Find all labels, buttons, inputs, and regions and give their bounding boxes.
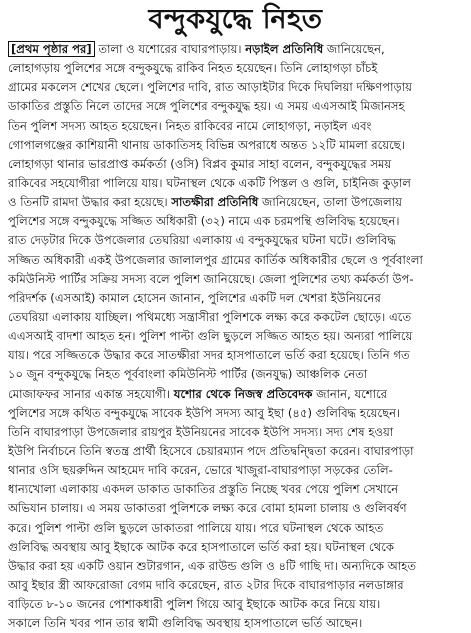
article-body [8, 40, 465, 631]
article-text: পুলিশের সঙ্গে কথিত বন্দুকযুদ্ধে সাবেক ইউপি সদস্য আবু ইছা (৪৫) গুলিবিদ্ধ হয়েছেন। [8, 405, 401, 420]
article-line [8, 423, 465, 442]
article-line [8, 97, 465, 116]
article-text: ও তিনটি রামদা উদ্ধার করা হয়েছে। [8, 195, 172, 210]
article-line [8, 212, 465, 231]
article-line [8, 117, 465, 136]
article-line [8, 136, 465, 155]
article-line [8, 614, 465, 633]
article-text: সকালে তিনি খবর পান তার স্বামী গুলিবিদ্ধ অবস্থায় হাসপাতালে ভর্তি আছেন। [8, 616, 363, 631]
article-text: গুলিবিদ্ধ অবস্থায় আবু ইছাকে আটক করে হাসপাতালে ভর্তি করা হয়। ঘটনাস্থল থেকে [8, 539, 394, 554]
article-text: তিনি বাঘারপাড়া উপজেলার রায়পুর ইউনিয়নের সাবেক ইউপি সদস্য। সদ্য শেষ হওয়া [8, 424, 394, 439]
article-line [8, 251, 465, 270]
article-text: ইউপি নির্বাচনে তিনি স্বতন্ত্র প্রার্থী হিসেবে চেয়ারম্যান পদে প্রতিদ্বন্দ্বিতা করেন। বাঘারপাড়া [8, 443, 414, 458]
article-line [8, 59, 465, 78]
article-text: আবু ইছার স্ত্রী আফরোজা বেগম দাবি করেছেন, রাত ২টার দিকে বাঘারপাড়ার নলডাঙ্গার [8, 577, 404, 592]
article-line [8, 289, 465, 308]
correspondent-credit: যশোর থেকে নিজস্ব প্রতিবেদক [173, 386, 313, 401]
continued-from-label: [প্রথম পৃষ্ঠার পর] [8, 41, 95, 57]
article-text: ডাকাতির প্রস্তুতি নিলে তাদের সঙ্গে পুলিশের বন্দুকযুদ্ধ হয়। এ সময় এএসআই মিজানসহ [8, 99, 405, 114]
article-text: তেঘরিয়া এলাকায় যাচ্ছিল। পথিমধ্যে সন্ত্রাসীরা পুলিশকে লক্ষ্য করে ককটেল ছোড়ে। এতে [8, 309, 412, 324]
article-text: জানিয়েছেন, তালা উপজেলায় [258, 195, 402, 210]
article-line [8, 308, 465, 327]
article-text: বাড়িতে ৮-১০ জনের পোশাকধারী পুলিশ গিয়ে আবু ইছাকে আটক করে নিয়ে যায়। [8, 597, 381, 612]
article-text: তিন পুলিশ সদস্য আহত হয়েছেন। নিহত রাকিবের নামে লোহাগড়া, নড়াইল এবং [8, 118, 372, 133]
article-text: রাত দেড়টার দিকে উপজেলার তেঘরিয়া এলাকায় এ বন্দুকযুদ্ধের ঘটনা ঘটে। গুলিবিদ্ধ [8, 233, 396, 248]
article-text: জানিয়েছেন, [323, 42, 385, 56]
article-line [8, 231, 465, 250]
article-line [8, 404, 465, 423]
article-line [8, 385, 465, 404]
article-text: রাকিবের সহযোগীরা পালিয়ে যায়। ঘটনাস্থল থেকে একটি পিস্তল ও গুলি, চাইনিজ কুড়াল [8, 175, 411, 190]
article-line [8, 576, 465, 595]
article-line [8, 193, 465, 212]
article-text: করে। পুলিশ পাল্টা গুলি ছুড়লে ডাকাতরা পালিয়ে যায়। পরে ঘটনাস্থল থেকে আহত [8, 520, 384, 535]
article-line [8, 327, 465, 346]
article-line [8, 346, 465, 365]
article-text: গোপালগঞ্জের কাশিয়ানী থানায় ডাকাতিসহ বিভিন্ন অপরাধে অন্তত ১২টি মামলা রয়েছে। [8, 137, 405, 152]
article-line [8, 557, 465, 576]
article-text: যায়। পরে সজ্জিতকে উদ্ধার করে সাতক্ষীরা সদর হাসপাতালে ভর্তি করা হয়েছে। তিনি গত [8, 348, 410, 363]
article-text: এএসআই বাদশা আহত হন। পুলিশ পাল্টা গুলি ছুড়লে সজ্জিত আহত হয়। অন্যরা পালিয়ে [8, 329, 413, 344]
article-text: অভিযান চালায়। এ সময় ডাকাতরা পুলিশকে লক্ষ্য করে বোমা হামলা চালায় ও গুলিবর্ষণ [8, 501, 407, 516]
article-line [8, 40, 465, 59]
article-text: কমিউনিস্ট পার্টির সক্রিয় সদস্য বলে পুলিশ জানিয়েছে। জেলা পুলিশের তথ্য কর্মকর্তা উপ- [8, 271, 414, 286]
article-line [8, 78, 465, 97]
article-text: লোহাগড়ায় পুলিশের সঙ্গে বন্দুকযুদ্ধে রাকিব নিহত হয়েছেন। তিনি লোহাগড়া চাঁচই [8, 61, 378, 76]
article-line [8, 595, 465, 614]
article-line [8, 365, 465, 384]
article-text: উদ্ধার করা হয় একটি ওয়ান শুটারগান, এক রাউন্ড গুলি ও ৪টি গাছি দা। অন্যদিকে আহত [8, 558, 417, 573]
article-text: লোহাগড়া থানার ভারপ্রাপ্ত কর্মকর্তা (ওসি) বিপ্লব কুমার সাহা বলেন, বন্দুকযুদ্ধের সময় [8, 156, 392, 171]
article-line [8, 499, 465, 518]
correspondent-credit: নড়াইল প্রতিনিধি [245, 42, 324, 56]
article-line [8, 480, 465, 499]
article-text: পুলিশের সঙ্গে বন্দুকযুদ্ধে সজ্জিত অধিকারী (৩২) নামে এক চরমপন্থি গুলিবিদ্ধ হয়েছেন। [8, 214, 400, 229]
article-text: জানান, যশোরে [312, 386, 388, 401]
article-text: তালা ও যশোরের বাঘারপাড়ায়। [94, 42, 246, 56]
headline: বন্দুকযুদ্ধে নিহত [148, 4, 323, 35]
article-line [8, 155, 465, 174]
article-text: মোজাফফর সানার একান্ত সহযোগী। [8, 386, 174, 401]
article-text: গ্রামের মকলেস শেখের ছেলে। পুলিশের দাবি, রাত আড়াইটার দিকে দিঘলিয়া দক্ষিণপাড়ায় [8, 80, 412, 95]
article-line [8, 174, 465, 193]
article-line [8, 519, 465, 538]
article-text: থানার ওসি ছয়রুদ্দিন আহমেদ দাবি করেন, ভোরে খাজুরা-বাঘারপাড়া সড়কের তেলি- [8, 463, 393, 478]
article-text: সজ্জিত অধিকারী একই উপজেলার জালালপুর গ্রামের কার্তিক অধিকারীর ছেলে ও পূর্ববাংলা [8, 252, 423, 267]
article-line [8, 461, 465, 480]
correspondent-credit: সাতক্ষীরা প্রতিনিধি [171, 195, 259, 210]
article-line [8, 538, 465, 557]
article-text: ধান্যখোলা এলাকায় একদল ডাকাত ডাকাতির প্রস্তুতি নিচ্ছে খবর পেয়ে পুলিশ সেখানে [8, 482, 399, 497]
article-line [8, 270, 465, 289]
article-text: ১০ জুন বন্দুকযুদ্ধে নিহত পূর্ববাংলা কমিউনিস্ট পার্টির (জনযুদ্ধ) আঞ্চলিক নেতা [8, 367, 368, 382]
article-line [8, 442, 465, 461]
article-text: পরিদর্শক (এসআই) কামাল হোসেন জানান, পুলিশের একটি দল খেশরা ইউনিয়নের [8, 290, 381, 305]
